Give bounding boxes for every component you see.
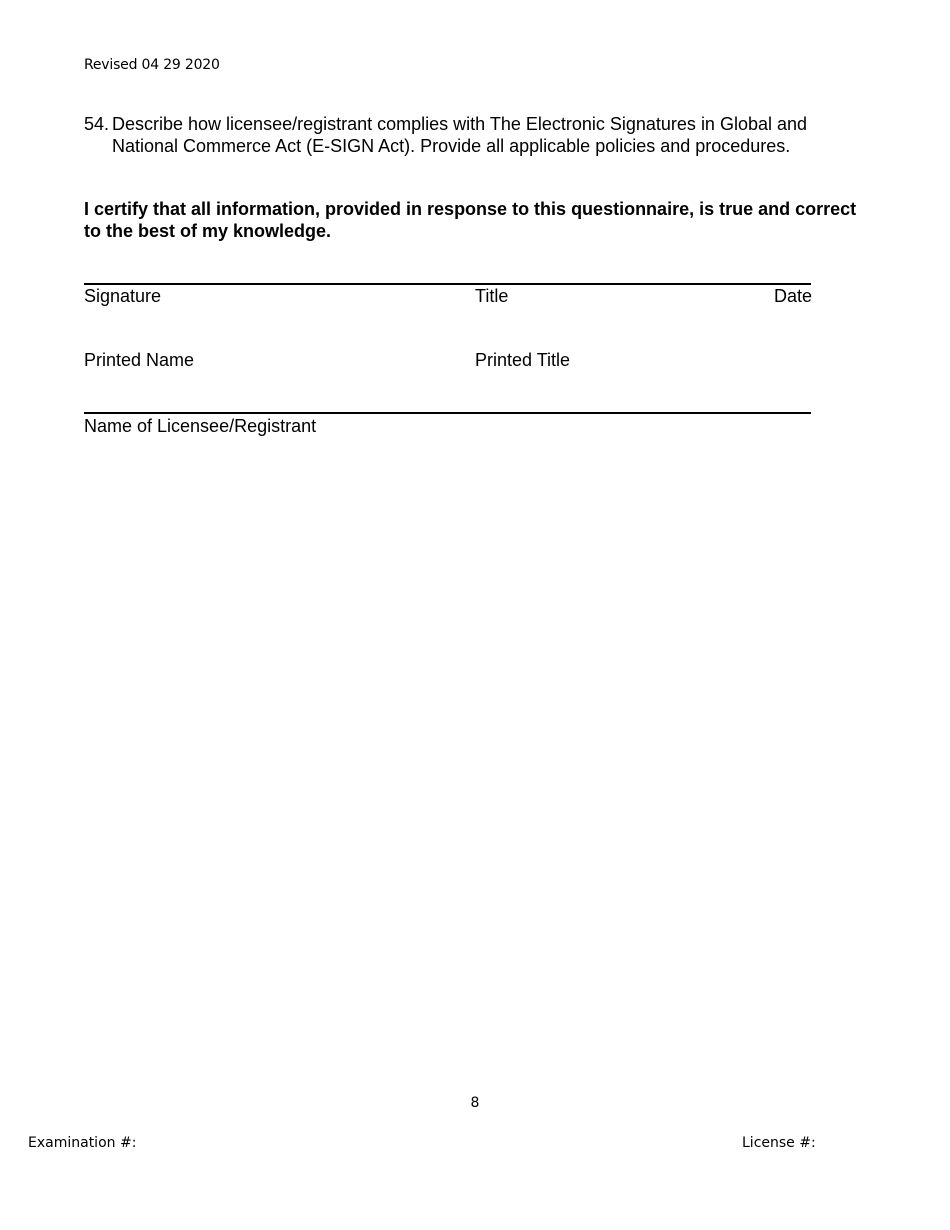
date-label: Date [774,286,813,306]
certification-line-2: to the best of my knowledge. [84,221,332,241]
question-text-line-1: Describe how licensee/registrant complies with The Electronic Signatures in Global and [112,114,808,134]
question-text [112,113,872,157]
licensee-name-label: Name of Licensee/Registrant [84,416,317,436]
licensee-name-line [84,412,811,414]
page-number: 8 [470,1095,480,1111]
license-number-label: License #: [742,1135,816,1151]
printed-title-label: Printed Title [475,350,571,370]
certification-line-1: I certify that all information, provided in response to this questionnaire, is true and correct [84,199,857,219]
examination-number-label: Examination #: [28,1135,137,1151]
signature-label: Signature [84,286,162,306]
certification-statement [84,198,884,242]
revised-date: Revised 04 29 2020 [84,57,220,73]
printed-name-label: Printed Name [84,350,195,370]
signature-line [84,283,811,285]
question-text-line-2: National Commerce Act (E-SIGN Act). Provide all applicable policies and procedures. [112,136,791,156]
question-number: 54. [84,114,110,134]
title-label: Title [475,286,509,306]
